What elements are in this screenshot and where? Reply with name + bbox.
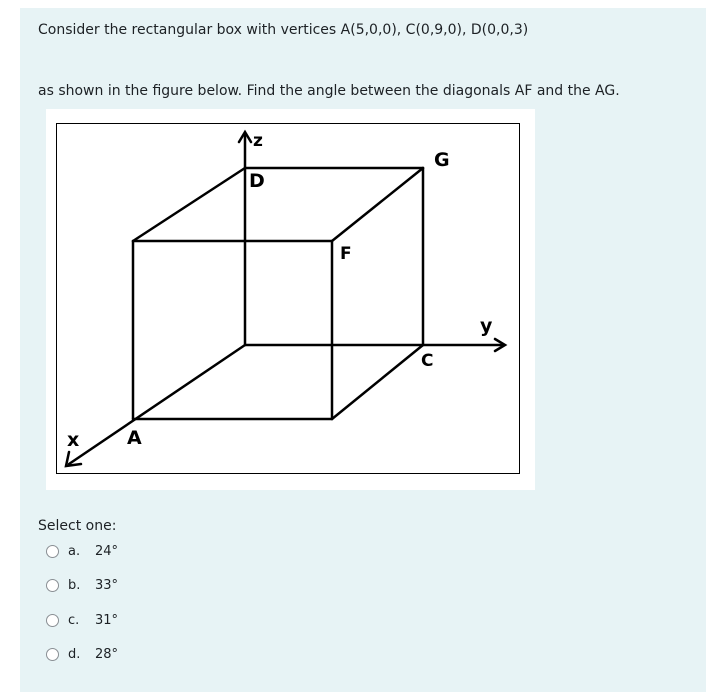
edge-top-left bbox=[133, 168, 245, 241]
option-text: 24° bbox=[95, 543, 119, 559]
radio-b[interactable] bbox=[46, 579, 59, 592]
question-text-line1: Consider the rectangular box with vertices A(5,0,0), C(0,9,0), D(0,0,3) bbox=[38, 22, 529, 38]
box-figure bbox=[56, 123, 520, 474]
answer-option-d[interactable] bbox=[46, 643, 118, 665]
label-d: D bbox=[249, 170, 265, 192]
box-diagram bbox=[57, 124, 521, 475]
option-letter: c. bbox=[68, 612, 80, 628]
label-f: F bbox=[340, 244, 352, 264]
option-letter: a. bbox=[68, 543, 81, 559]
option-letter: d. bbox=[68, 646, 81, 662]
label-g: G bbox=[434, 149, 450, 171]
select-one-label: Select one: bbox=[38, 518, 117, 534]
option-text: 33° bbox=[95, 577, 119, 593]
option-text: 31° bbox=[95, 612, 119, 628]
radio-c[interactable] bbox=[46, 614, 59, 627]
label-a: A bbox=[127, 427, 142, 449]
edge-bottom-right bbox=[332, 345, 423, 419]
label-c: C bbox=[421, 351, 434, 371]
answer-option-b[interactable] bbox=[46, 574, 118, 596]
edge-top-right bbox=[332, 168, 423, 241]
question-text-line2: as shown in the figure below. Find the angle between the diagonals AF and the AG. bbox=[38, 83, 620, 99]
label-z: z bbox=[253, 131, 263, 151]
label-y: y bbox=[480, 315, 493, 337]
figure-frame bbox=[46, 109, 535, 490]
question-card bbox=[20, 8, 706, 692]
radio-d[interactable] bbox=[46, 648, 59, 661]
x-axis bbox=[69, 345, 245, 464]
answer-option-c[interactable] bbox=[46, 609, 118, 631]
answer-option-a[interactable] bbox=[46, 540, 118, 562]
option-text: 28° bbox=[95, 646, 119, 662]
label-x: x bbox=[67, 429, 80, 451]
option-letter: b. bbox=[68, 577, 81, 593]
radio-a[interactable] bbox=[46, 545, 59, 558]
